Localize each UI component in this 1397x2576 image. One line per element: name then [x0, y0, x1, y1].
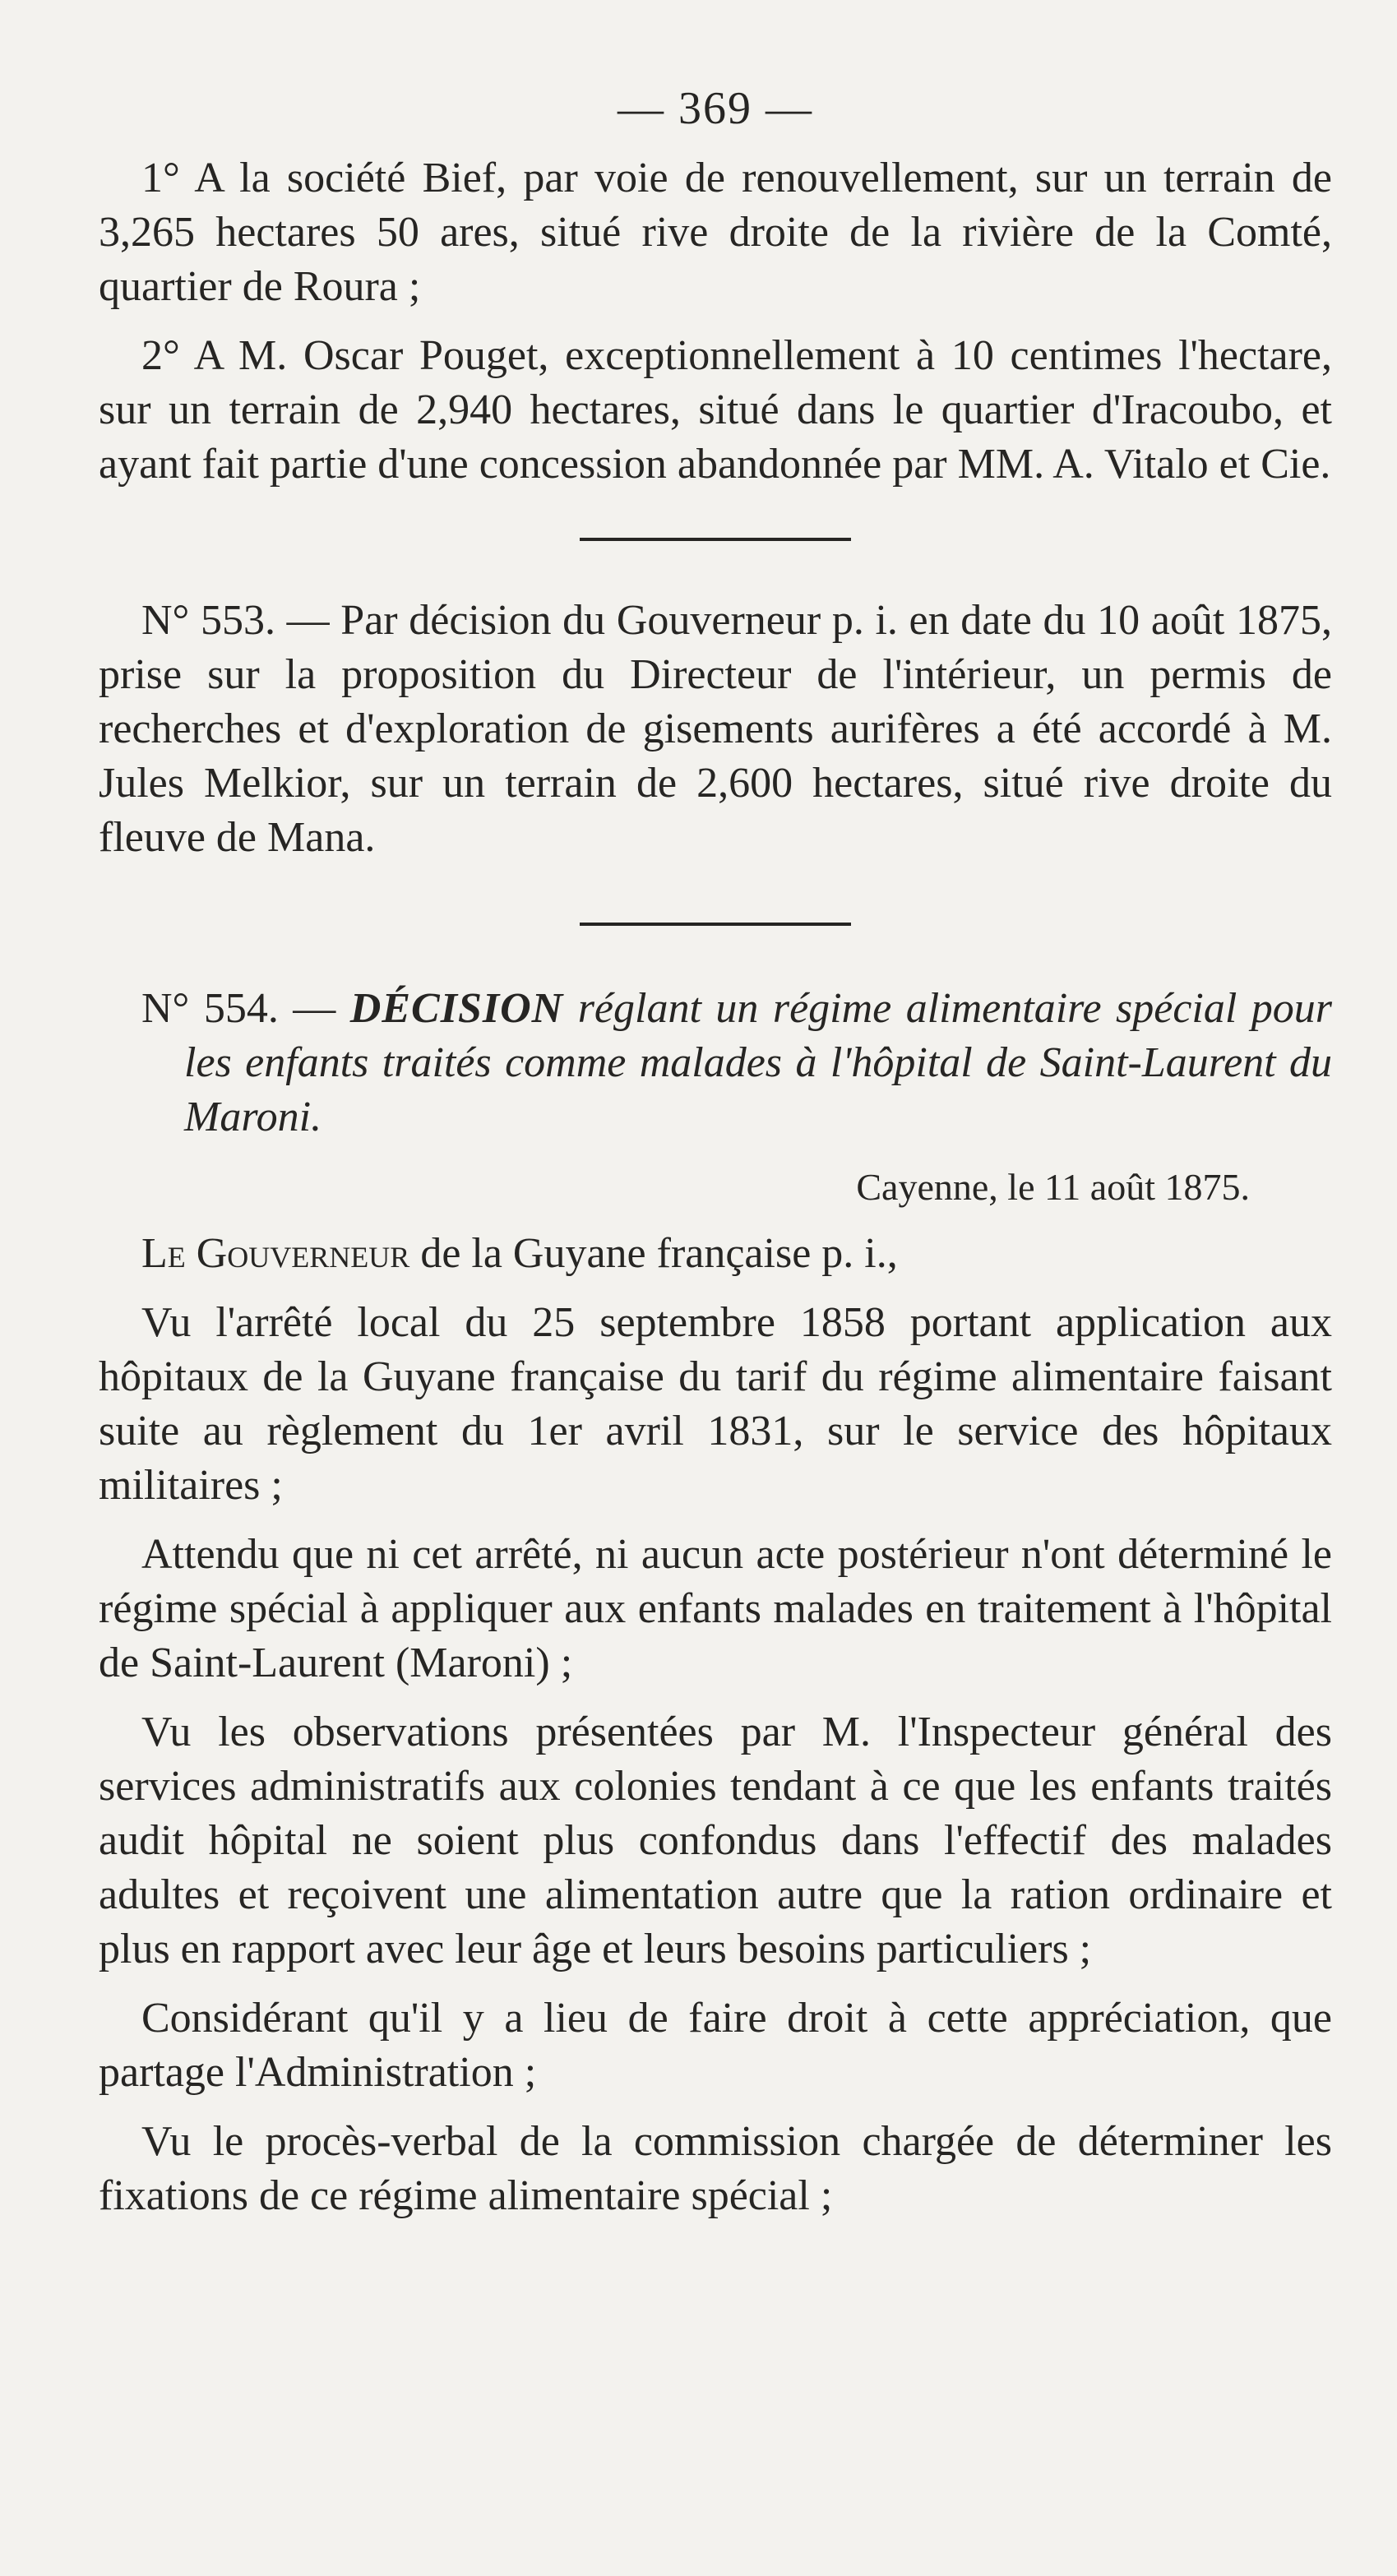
governor-line [99, 1227, 1332, 1281]
paragraph-decision-553: N° 553. — Par décision du Gouverneur p. i. en date du 10 août 1875, prise sur la proposition du Directeur de l'intérieur, un permis de recherches et d'exploration de gisements aurifères a été accordé à M. Jules Melkior, sur un terrain de 2,600 hectares, situé rive droite du fleuve de Mana. [99, 597, 1332, 861]
paragraph-concession-pouget: 2° A M. Oscar Pouget, exceptionnellement à 10 centimes l'hectare, sur un terrain de 2,940 hectares, situé dans le quartier d'Iracoubo, et ayant fait partie d'une concession abandonnée par MM. A. Vitalo et Cie. [99, 332, 1332, 488]
considerant-vu-observations: Vu les observations présentées par M. l'Inspecteur général des services administratifs aux colonies tendant à ce que les enfants traités audit hôpital ne soient plus confondus dans l'effectif des malades adultes et reçoivent une alimentation autre que la ration ordinaire et plus en rapport avec leur âge et leurs besoins particuliers ; [99, 1709, 1332, 1972]
governor-title: Le Gouverneur [141, 1230, 410, 1277]
section-divider [580, 923, 851, 926]
decision-keyword: DÉCISION [349, 985, 564, 1032]
governor-rest: de la Guyane française p. i., [420, 1230, 898, 1277]
paragraph-concession-bief: 1° A la société Bief, par voie de renouvellement, sur un terrain de 3,265 hectares 50 ares, situé rive droite de la rivière de la Comté, quartier de Roura ; [99, 155, 1332, 310]
dateline: Cayenne, le 11 août 1875. [856, 1166, 1250, 1208]
section-divider [580, 538, 851, 541]
decision-number: N° 554. — [141, 985, 336, 1032]
document-page [99, 82, 1332, 2223]
considerant-vu-proces-verbal: Vu le procès-verbal de la commission chargée de déterminer les fixations de ce régime alimentaire spécial ; [99, 2118, 1332, 2219]
considerant-vu-arrete: Vu l'arrêté local du 25 septembre 1858 portant application aux hôpitaux de la Guyane française du tarif du régime alimentaire faisant suite au règlement du 1er avril 1831, sur le service des hôpitaux militaires ; [99, 1299, 1332, 1509]
page-number: — 369 — [618, 83, 813, 134]
considerant-considerant: Considérant qu'il y a lieu de faire droit à cette appréciation, que partage l'Administration ; [99, 1995, 1332, 2096]
decision-554-title [141, 982, 1332, 1145]
decision-title-text: réglant un régime alimentaire spécial pour les enfants traités comme malades à l'hôpital de Saint-Laurent du Maroni. [184, 985, 1333, 1140]
considerant-attendu: Attendu que ni cet arrêté, ni aucun acte postérieur n'ont déterminé le régime spécial à appliquer aux enfants malades en traitement à l'hôpital de Saint-Laurent (Maroni) ; [99, 1531, 1332, 1686]
